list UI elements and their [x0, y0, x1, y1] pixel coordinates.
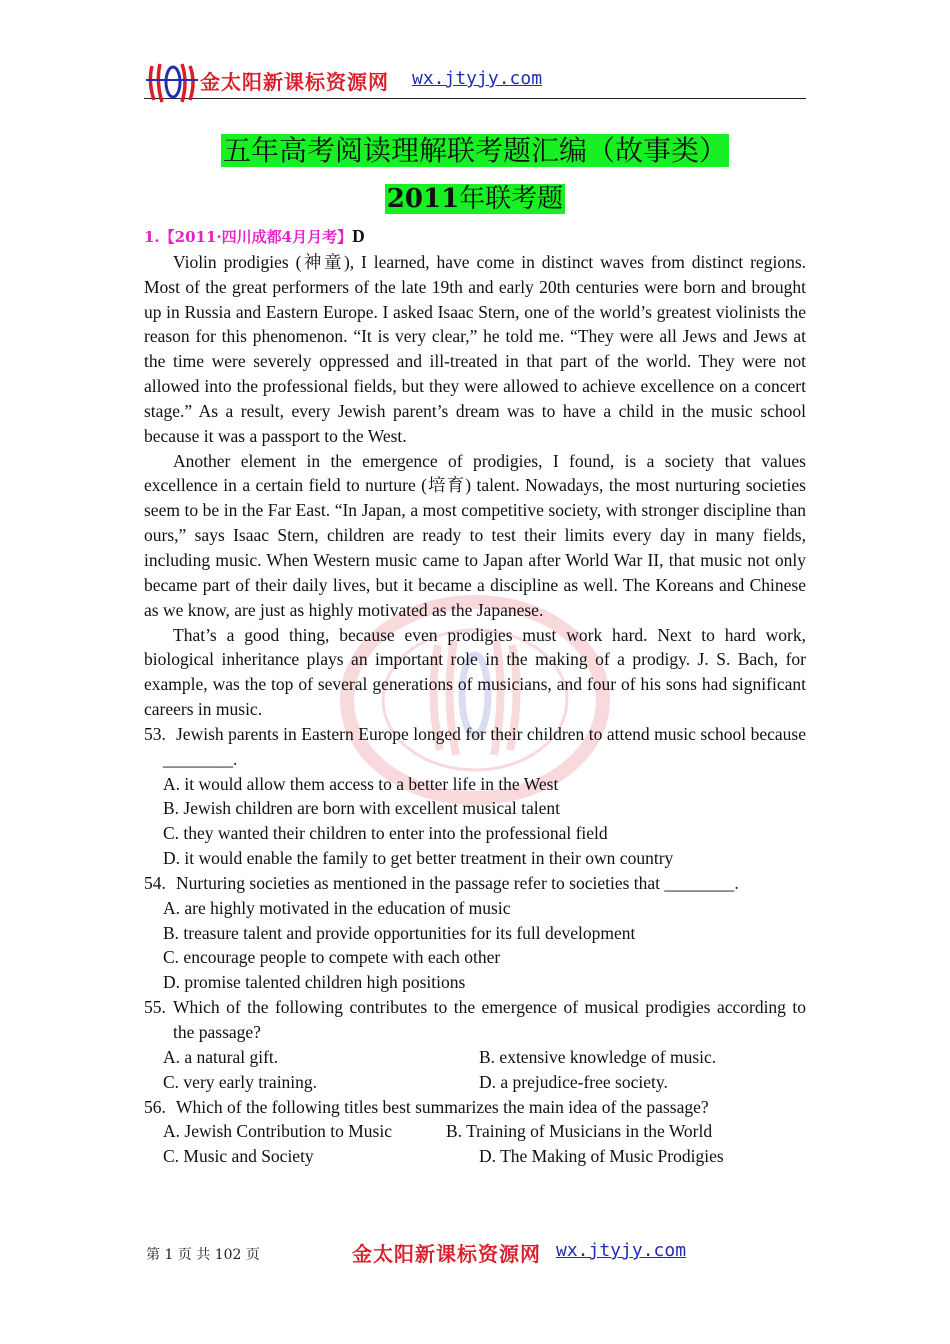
page-header [144, 60, 806, 99]
passage-paragraph-3: That’s a good thing, because even prodigies must work hard. Next to hard work, biological inheritance plays an important role in the making of a prodigy. J. S. Bach, for example, was the top of several generations of musicians, and four of his sons had significant careers in music. [144, 624, 806, 720]
question-stem: Which of the following contributes to the emergence of musical prodigies according to the passage? [173, 997, 806, 1042]
header-brand: 金太阳新课标资源网 [200, 70, 389, 94]
options-55-row-2 [144, 1070, 806, 1095]
jtyjy-logo-icon [146, 60, 198, 104]
question-53 [144, 722, 806, 772]
section-title-text [385, 184, 565, 214]
question-source: 1.【2011·四川成都4月月考】 [144, 228, 353, 246]
question-number: 54. [144, 872, 166, 893]
passage-paragraph-1: Violin prodigies (神童), I learned, have come in distinct waves from distinct regions. Most of the great performers of the late 19th and early 20th centuries were born and brought up in Russia and Eastern Europe. I asked Isaac Stern, one of the world’s greatest violinists the reason for this phenomenon. “It is very clear,” he told me. “They were all Jews and Jews at the time were severely oppressed and ill-treated in that part of the world. They were not allowed into the professional fields, but they were allowed to achieve excellence on a concert stage.” As a result, every Jewish parent’s dream was to have a child in the music school because it was a passport to the West. [144, 251, 806, 446]
option-54-a: A. are highly motivated in the education of music [163, 897, 511, 918]
question-54 [144, 871, 806, 896]
footer-brand: 金太阳新课标资源网 [352, 1242, 541, 1266]
question-number: 55. [144, 997, 166, 1018]
option-55-c: C. very early training. [163, 1071, 318, 1092]
question-source-line [144, 224, 806, 250]
section-title-rest: 年联考题 [459, 184, 564, 214]
section-title-year: 2011 [386, 184, 460, 214]
option-56-a: A. Jewish Contribution to Music [163, 1121, 392, 1142]
options-56-row-1 [144, 1119, 806, 1144]
option-53-d: D. it would enable the family to get better treatment in their own country [163, 848, 674, 869]
footer-url-link[interactable]: wx.jtyjy.com [556, 1240, 687, 1261]
option-55-a: A. a natural gift. [163, 1046, 279, 1067]
header-url-link[interactable]: wx.jtyjy.com [412, 68, 543, 89]
reading-content [144, 224, 806, 1169]
option-53-b: B. Jewish children are born with excellent musical talent [163, 798, 561, 819]
question-56 [144, 1095, 806, 1120]
page-number: 第 1 页 共 102 页 [146, 1247, 260, 1263]
option-53-a: A. it would allow them access to a better life in the West [163, 773, 559, 794]
options-56-row-2 [144, 1144, 806, 1169]
answer-key: D [352, 226, 365, 246]
question-number: 56. [144, 1096, 166, 1117]
option-56-c: C. Music and Society [163, 1146, 314, 1167]
option-56-b: B. Training of Musicians in the World [446, 1121, 713, 1142]
question-stem: Which of the following titles best summarizes the main idea of the passage? [176, 1096, 709, 1117]
options-55-row-1 [144, 1045, 806, 1070]
option-55-b: B. extensive knowledge of music. [479, 1046, 717, 1067]
document-title-text: 五年高考阅读理解联考题汇编（故事类） [222, 134, 727, 167]
option-54-b: B. treasure talent and provide opportunities for its full development [163, 922, 636, 943]
question-55 [144, 995, 806, 1045]
option-53-c: C. they wanted their children to enter into the professional field [163, 823, 608, 844]
option-54-c: C. encourage people to compete with each other [163, 947, 501, 968]
passage-paragraph-2: Another element in the emergence of prodigies, I found, is a society that values excellence in a certain field to nurture (培育) talent. Nowadays, the most nurturing societies seem to be in the Far East. “In Japan, a most competitive society, with stronger discipline than ours,” says Isaac Stern, children are ready to test their limits every day in many fields, including music. When Western music came to Japan after World War II, that music not only became part of their daily lives, but it became a discipline as well. The Koreans and Chinese as we know, are just as highly motivated as the Japanese. [144, 450, 806, 620]
option-54-d: D. promise talented children high positions [163, 972, 466, 993]
section-title [0, 181, 950, 217]
option-55-d: D. a prejudice-free society. [479, 1071, 668, 1092]
question-stem: Jewish parents in Eastern Europe longed for their children to attend music school because ________. [163, 723, 806, 769]
question-number: 53. [144, 723, 166, 744]
document-title [0, 132, 950, 170]
question-stem: Nurturing societies as mentioned in the passage refer to societies that ________. [176, 872, 739, 893]
option-56-d: D. The Making of Music Prodigies [479, 1146, 724, 1167]
